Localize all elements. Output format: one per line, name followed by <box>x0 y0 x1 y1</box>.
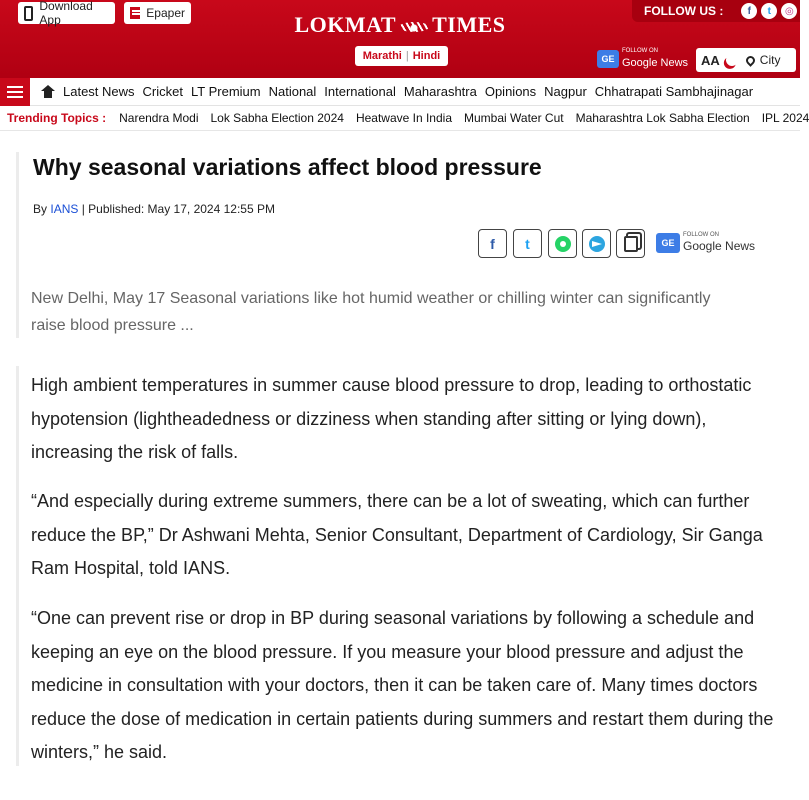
copy-link-button[interactable] <box>616 229 645 258</box>
dark-mode-icon[interactable] <box>724 52 739 67</box>
language-switcher: Marathi | Hindi <box>355 46 448 66</box>
site-header <box>0 0 800 78</box>
trending-topic[interactable]: Lok Sabha Election 2024 <box>210 111 344 125</box>
lang-marathi-link[interactable]: Marathi <box>362 50 402 62</box>
google-news-icon: GE <box>656 233 680 253</box>
nav-item-nagpur[interactable]: Nagpur <box>544 84 587 99</box>
published-date: | Published: May 17, 2024 12:55 PM <box>81 202 275 216</box>
article-summary: New Delhi, May 17 Seasonal variations like hot humid weather or chilling winter can significantly raise blood pressure ... <box>31 290 711 334</box>
share-facebook-button[interactable] <box>478 229 507 258</box>
share-telegram-button[interactable] <box>582 229 611 258</box>
trending-topic[interactable]: IPL 2024 <box>761 111 809 125</box>
telegram-icon <box>589 236 605 252</box>
menu-icon[interactable] <box>0 78 30 106</box>
whatsapp-icon <box>555 236 571 252</box>
share-twitter-button[interactable] <box>513 229 542 258</box>
trending-topics-bar <box>0 106 809 131</box>
google-news-follow-button[interactable]: GE FOLLOW ON Google News <box>597 46 690 72</box>
trending-topic[interactable]: Heatwave In India <box>355 111 452 125</box>
facebook-icon[interactable]: f <box>741 3 757 19</box>
article-body-rule <box>16 366 19 766</box>
facebook-icon: f <box>490 235 495 252</box>
google-news-icon: GE <box>597 50 619 68</box>
trending-label: Trending Topics : <box>7 111 107 125</box>
follow-us-bar <box>632 0 800 22</box>
author-link[interactable]: IANS <box>50 202 79 216</box>
header-tools <box>696 48 796 72</box>
nav-item-opinions[interactable]: Opinions <box>484 84 537 99</box>
site-logo[interactable]: LOKMAT TIMES <box>294 12 506 37</box>
copy-icon <box>624 236 638 252</box>
download-app-label: Download App <box>39 0 93 27</box>
font-size-toggle[interactable]: AA <box>701 52 720 68</box>
nav-item-chhatrapati-sambhajinagar[interactable]: Chhatrapati Sambhajinagar <box>594 84 754 99</box>
lang-hindi-link[interactable]: Hindi <box>412 50 441 62</box>
nav-item-cricket[interactable]: Cricket <box>142 84 183 99</box>
main-nav <box>0 78 800 106</box>
follow-us-label: FOLLOW US : <box>644 4 724 18</box>
city-selector[interactable]: City <box>759 53 781 67</box>
nav-item-lt-premium[interactable]: LT Premium <box>191 84 261 99</box>
twitter-icon[interactable]: t <box>761 3 777 19</box>
share-whatsapp-button[interactable] <box>548 229 577 258</box>
location-pin-icon <box>744 54 757 67</box>
home-icon[interactable] <box>42 86 54 98</box>
nav-item-latest-news[interactable]: Latest News <box>63 84 135 99</box>
article-byline: By IANS | Published: May 17, 2024 12:55 PM <box>33 202 275 216</box>
trending-topic[interactable]: Narendra Modi <box>119 111 199 125</box>
article-paragraph: “One can prevent rise or drop in BP during seasonal variations by following a schedule and keeping an eye on the blood pressure. If you measure your blood pressure and adjust the medicine in consultation with your doctors, then it can be taken care of. Many times doctors reduce the dose of medication in certain patients during summers and restart them during the winters,” he said. <box>31 608 774 762</box>
article-paragraph: High ambient temperatures in summer cause blood pressure to drop, leading to orthostatic hypotension (lightheadedness or dizziness when standing after sitting or lying down), increasing the risk of falls. <box>31 375 752 462</box>
epaper-label: Epaper <box>146 6 185 20</box>
twitter-icon: t <box>525 235 530 252</box>
nav-item-international[interactable]: International <box>324 84 396 99</box>
article-google-news-follow-button[interactable]: GE FOLLOW ON Google News <box>656 230 762 256</box>
article-header-rule <box>16 152 19 338</box>
trending-topic[interactable]: Maharashtra Lok Sabha Election <box>575 111 750 125</box>
article-paragraph: “And especially during extreme summers, there can be a lot of sweating, which can further reduce the BP,” Dr Ashwani Mehta, Senior Consultant, Department of Cardiology, Sir Ganga Ram Hospital, told IANS. <box>31 491 763 578</box>
instagram-icon[interactable]: ◎ <box>781 3 797 19</box>
logo-emblem-icon <box>397 20 431 34</box>
nav-item-national[interactable]: National <box>268 84 317 99</box>
article-title: Why seasonal variations affect blood pressure <box>33 154 542 180</box>
nav-item-maharashtra[interactable]: Maharashtra <box>403 84 477 99</box>
trending-topic[interactable]: Mumbai Water Cut <box>464 111 564 125</box>
